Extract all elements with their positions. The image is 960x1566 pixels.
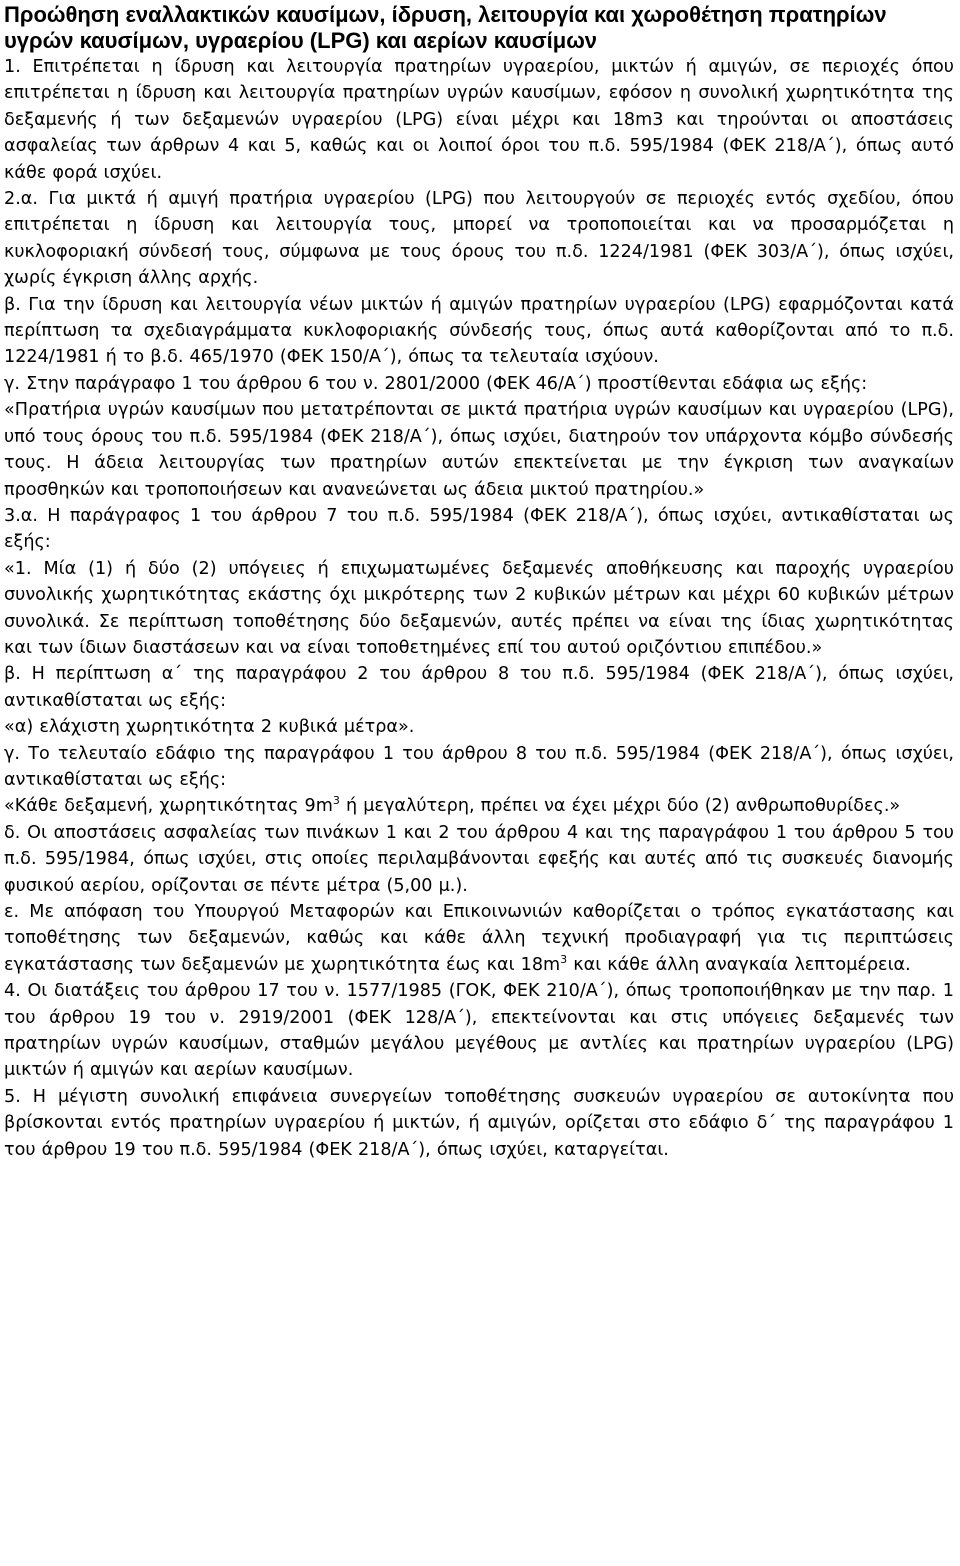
- paragraph-5: 5. Η μέγιστη συνολική επιφάνεια συνεργείων τοποθέτησης συσκευών υγραερίου σε αυτοκίνητα που βρίσκονται εντός πρατηρίων υγραερίου ή μικτών, ή αμιγών, ορίζεται στο εδάφιο δ΄ της παραγράφου 1 του άρθρου 19 του π.δ. 595/1984 (ΦΕΚ 218/Α΄), όπως ισχύει, καταργείται.: [4, 1086, 954, 1160]
- document-title: Προώθηση εναλλακτικών καυσίμων, ίδρυση, λειτουργία και χωροθέτηση πρατηρίων υγρών καυσίμων, υγραερίου (LPG) και αερίων καυσίμων: [4, 2, 887, 53]
- paragraph-3e: [4, 899, 954, 978]
- paragraph-3c-quote: [4, 793, 954, 819]
- paragraph-3a: 3.α. Η παράγραφος 1 του άρθρου 7 του π.δ. 595/1984 (ΦΕΚ 218/Α΄), όπως ισχύει, αντικαθίσταται ως εξής:: [4, 505, 954, 553]
- text-span: και κάθε άλλη αναγκαία λεπτομέρεια.: [567, 954, 911, 975]
- text-span: ή μεγαλύτερη, πρέπει να έχει μέχρι δύο (2) ανθρωποθυρίδες.»: [339, 796, 901, 817]
- superscript: 3: [560, 952, 568, 966]
- paragraph-3b-quote: «α) ελάχιστη χωρητικότητα 2 κυβικά μέτρα».: [4, 717, 415, 738]
- paragraph-2b: β. Για την ίδρυση και λειτουργία νέων μικτών ή αμιγών πρατηρίων υγραερίου (LPG) εφαρμόζονται κατά περίπτωση τα σχεδιαγράμματα κυκλοφοριακής σύνδεσής τους, όπως αυτά καθορίζονται από το π.δ. 1224/1981 ή το β.δ. 465/1970 (ΦΕΚ 150/Α΄), όπως τα τελευταία ισχύουν.: [4, 294, 954, 368]
- paragraph-3d: δ. Οι αποστάσεις ασφαλείας των πινάκων 1 και 2 του άρθρου 4 και της παραγράφου 1 του άρθρου 5 του π.δ. 595/1984, όπως ισχύει, στις οποίες περιλαμβάνονται εφεξής και αυτές από τις συσκευές διανομής φυσικού αερίου, ορίζονται σε πέντε μέτρα (5,00 μ.).: [4, 822, 954, 896]
- text-span: «Κάθε δεξαμενή, χωρητικότητας 9m: [4, 796, 333, 817]
- paragraph-2c-quote: «Πρατήρια υγρών καυσίμων που μετατρέπονται σε μικτά πρατήρια υγρών καυσίμων και υγραερίου (LPG), υπό τους όρους του π.δ. 595/1984 (ΦΕΚ 218/Α΄), όπως ισχύει, διατηρούν τον υπάρχοντα κόμβο σύνδεσής τους. Η άδεια λειτουργίας των πρατηρίων αυτών επεκτείνεται με την έγκριση των αναγκαίων προσθηκών και τροποποιήσεων και ανανεώνεται ως άδεια μικτού πρατηρίου.»: [4, 400, 954, 500]
- paragraph-3a-quote: «1. Μία (1) ή δύο (2) υπόγειες ή επιχωματωμένες δεξαμενές αποθήκευσης και παροχής υγραερίου συνολικής χωρητικότητας εκάστης όχι μικρότερης των 2 κυβικών μέτρων και μέχρι 60 κυβικών μέτρων συνολικά. Σε περίπτωση τοποθέτησης δύο δεξαμενών, αυτές πρέπει να είναι της ίδιας χωρητικότητας και των ίδιων διαστάσεων και να είναι τοποθετημένες επί του αυτού οριζόντιου επιπέδου.»: [4, 558, 954, 658]
- paragraph-3b: β. Η περίπτωση α΄ της παραγράφου 2 του άρθρου 8 του π.δ. 595/1984 (ΦΕΚ 218/Α΄), όπως ισχύει, αντικαθίσταται ως εξής:: [4, 664, 954, 711]
- paragraph-2a: 2.α. Για μικτά ή αμιγή πρατήρια υγραερίου (LPG) που λειτουργούν σε περιοχές εντός σχεδίου, όπου επιτρέπεται η ίδρυση και λειτουργία τους, μπορεί να τροποποιείται και να προσαρμόζεται η κυκλοφοριακή σύνδεσή τους, σύμφωνα με τους όρους του π.δ. 1224/1981 (ΦΕΚ 303/Α΄), όπως ισχύει, χωρίς έγκριση άλλης αρχής.: [4, 189, 954, 289]
- text-span: ε. Με απόφαση του Υπουργού Μεταφορών και Επικοινωνιών καθορίζεται ο τρόπος εγκατάστασης και τοποθέτησης των δεξαμενών, καθώς και κάθε άλλη τεχνική προδιαγραφή για τις περιπτώσεις εγκατάστασης των δεξαμενών με χωρητικότητα έως και 18m: [4, 902, 954, 975]
- paragraph-2c: γ. Στην παράγραφο 1 του άρθρου 6 του ν. 2801/2000 (ΦΕΚ 46/Α΄) προστίθενται εδάφια ως εξής:: [4, 373, 868, 394]
- superscript: 3: [332, 794, 340, 808]
- paragraph-3c: γ. Το τελευταίο εδάφιο της παραγράφου 1 του άρθρου 8 του π.δ. 595/1984 (ΦΕΚ 218/Α΄), όπως ισχύει, αντικαθίσταται ως εξής:: [4, 743, 954, 790]
- paragraph-1: 1. Επιτρέπεται η ίδρυση και λειτουργία πρατηρίων υγραερίου, μικτών ή αμιγών, σε περιοχές όπου επιτρέπεται η ίδρυση και λειτουργία πρατηρίων υγρών καυσίμων, εφόσον η συνολική χωρητικότητα της δεξαμενής ή των δεξαμενών υγραερίου (LPG) είναι μέχρι και 18m3 και τηρούνται οι αποστάσεις ασφαλείας των άρθρων 4 και 5, καθώς και οι λοιποί όροι του π.δ. 595/1984 (ΦΕΚ 218/Α΄), όπως αυτό κάθε φορά ισχύει.: [4, 57, 954, 183]
- paragraph-4: 4. Οι διατάξεις του άρθρου 17 του ν. 1577/1985 (ΓΟΚ, ΦΕΚ 210/Α΄), όπως τροποποιήθηκαν με την παρ. 1 του άρθρου 19 του ν. 2919/2001 (ΦΕΚ 128/Α΄), επεκτείνονται και στις υπόγειες δεξαμενές των πρατηρίων υγρών καυσίμων, σταθμών μεγάλου μεγέθους με αντλίες και πρατηρίων υγραερίου (LPG) μικτών ή αμιγών και αερίων καυσίμων.: [4, 981, 954, 1081]
